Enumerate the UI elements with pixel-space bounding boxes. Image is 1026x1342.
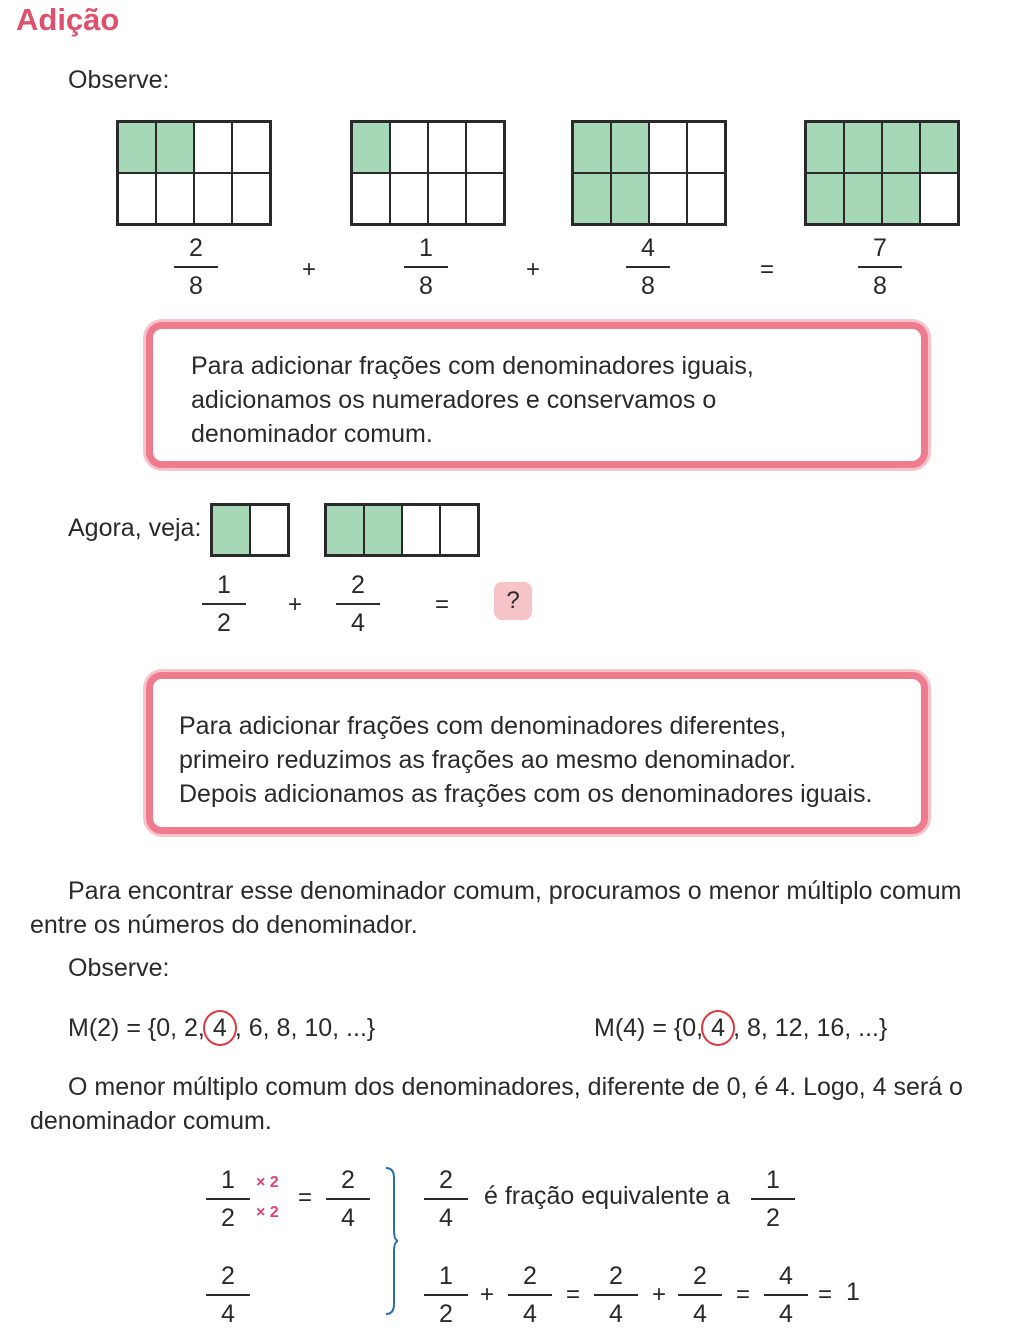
fraction-2-4 bbox=[326, 1168, 370, 1231]
rule-line: Para adicionar frações com denominadores iguais, bbox=[191, 352, 754, 380]
denominator: 2 bbox=[217, 609, 231, 637]
numerator: 2 bbox=[221, 1262, 235, 1290]
shaded-cell bbox=[364, 505, 402, 555]
empty-cell bbox=[466, 173, 504, 224]
numerator: 1 bbox=[217, 571, 231, 599]
shaded-cell bbox=[326, 505, 364, 555]
multiples-text: , 8, 12, 16, ...} bbox=[733, 1014, 888, 1042]
fraction-4-4 bbox=[764, 1264, 808, 1327]
empty-cell bbox=[390, 173, 428, 224]
empty-cell bbox=[466, 122, 504, 173]
shaded-cell bbox=[156, 122, 194, 173]
rule-box-equal-denominators bbox=[146, 322, 928, 468]
page-title: Adição bbox=[16, 2, 120, 37]
multiples-text: M(4) = {0, bbox=[594, 1014, 704, 1042]
multiples-of-4 bbox=[594, 1010, 887, 1046]
empty-cell bbox=[232, 173, 270, 224]
shaded-cell bbox=[882, 122, 920, 173]
numerator: 2 bbox=[609, 1262, 623, 1290]
equals-sign: = bbox=[566, 1281, 581, 1308]
shaded-cell bbox=[844, 173, 882, 224]
empty-cell bbox=[232, 122, 270, 173]
plus-sign: + bbox=[652, 1281, 667, 1308]
grid-fig-3 bbox=[571, 120, 727, 226]
grid-fig-1 bbox=[116, 120, 272, 226]
empty-cell bbox=[687, 122, 725, 173]
grid-fig-4 bbox=[804, 120, 960, 226]
agora-veja-label: Agora, veja: bbox=[68, 514, 202, 542]
right-brace-icon bbox=[384, 1166, 398, 1316]
fraction-1-2 bbox=[751, 1168, 795, 1231]
paragraph-line: O menor múltiplo comum dos denominadores, diferente de 0, é 4. Logo, 4 será o bbox=[68, 1073, 963, 1101]
numerator: 1 bbox=[221, 1166, 235, 1194]
denominator: 4 bbox=[609, 1300, 623, 1328]
fraction-4-8 bbox=[626, 236, 670, 299]
rule-line: primeiro reduzimos as frações ao mesmo denominador. bbox=[179, 746, 796, 774]
grid-quarters bbox=[324, 503, 480, 557]
numerator: 7 bbox=[873, 234, 887, 262]
empty-cell bbox=[156, 173, 194, 224]
numerator: 2 bbox=[693, 1262, 707, 1290]
multiples-text: M(2) = {0, 2, bbox=[68, 1014, 205, 1042]
shaded-cell bbox=[611, 122, 649, 173]
shaded-cell bbox=[844, 122, 882, 173]
empty-cell bbox=[428, 173, 466, 224]
plus-sign: + bbox=[288, 591, 303, 618]
multiples-of-2 bbox=[68, 1010, 375, 1046]
multiplier-label: × 2 bbox=[256, 1174, 279, 1191]
numerator: 2 bbox=[189, 234, 203, 262]
equals-sign: = bbox=[298, 1184, 313, 1211]
equals-sign: = bbox=[435, 591, 450, 618]
fraction-7-8 bbox=[858, 236, 902, 299]
grid-fig-2 bbox=[350, 120, 506, 226]
denominator: 8 bbox=[189, 272, 203, 300]
empty-cell bbox=[118, 173, 156, 224]
result-value: 1 bbox=[846, 1278, 860, 1306]
paragraph-line: entre os números do denominador. bbox=[30, 911, 418, 939]
fraction-1-8 bbox=[404, 236, 448, 299]
fraction-1-2 bbox=[206, 1168, 250, 1231]
equivalence-text: é fração equivalente a bbox=[484, 1182, 731, 1210]
fraction-2-4 bbox=[594, 1264, 638, 1327]
shaded-cell bbox=[920, 122, 958, 173]
empty-cell bbox=[428, 122, 466, 173]
multiples-text: , 6, 8, 10, ...} bbox=[234, 1014, 376, 1042]
paragraph-lcm-intro bbox=[30, 874, 1010, 942]
equals-sign: = bbox=[760, 256, 775, 283]
empty-cell bbox=[250, 505, 288, 555]
fraction-2-4 bbox=[424, 1168, 468, 1231]
denominator: 4 bbox=[351, 609, 365, 637]
shaded-cell bbox=[611, 173, 649, 224]
numerator: 4 bbox=[641, 234, 655, 262]
fraction-2-8 bbox=[174, 236, 218, 299]
denominator: 8 bbox=[873, 272, 887, 300]
equals-sign: = bbox=[818, 1281, 833, 1308]
numerator: 2 bbox=[351, 571, 365, 599]
denominator: 2 bbox=[766, 1204, 780, 1232]
grid-halves bbox=[210, 503, 290, 557]
circled-lcm: 4 bbox=[701, 1010, 735, 1046]
empty-cell bbox=[390, 122, 428, 173]
empty-cell bbox=[402, 505, 440, 555]
rule-line: Para adicionar frações com denominadores diferentes, bbox=[179, 712, 787, 740]
shaded-cell bbox=[118, 122, 156, 173]
paragraph-line: denominador comum. bbox=[30, 1107, 272, 1135]
empty-cell bbox=[352, 173, 390, 224]
empty-cell bbox=[194, 173, 232, 224]
empty-cell bbox=[440, 505, 478, 555]
numerator: 1 bbox=[419, 234, 433, 262]
empty-cell bbox=[194, 122, 232, 173]
numerator: 1 bbox=[439, 1262, 453, 1290]
plus-sign: + bbox=[526, 256, 541, 283]
denominator: 4 bbox=[221, 1300, 235, 1328]
question-mark-badge: ? bbox=[494, 582, 532, 620]
empty-cell bbox=[649, 173, 687, 224]
denominator: 4 bbox=[523, 1300, 537, 1328]
observe-label-2: Observe: bbox=[68, 954, 170, 982]
denominator: 4 bbox=[693, 1300, 707, 1328]
denominator: 8 bbox=[419, 272, 433, 300]
shaded-cell bbox=[806, 173, 844, 224]
denominator: 4 bbox=[779, 1300, 793, 1328]
denominator: 4 bbox=[439, 1204, 453, 1232]
shaded-cell bbox=[212, 505, 250, 555]
shaded-cell bbox=[573, 122, 611, 173]
numerator: 2 bbox=[523, 1262, 537, 1290]
numerator: 2 bbox=[341, 1166, 355, 1194]
fraction-2-4 bbox=[336, 573, 380, 636]
fraction-1-2 bbox=[202, 573, 246, 636]
fraction-2-4 bbox=[508, 1264, 552, 1327]
paragraph-lcm-result bbox=[30, 1070, 1010, 1138]
numerator: 2 bbox=[439, 1166, 453, 1194]
shaded-cell bbox=[806, 122, 844, 173]
shaded-cell bbox=[352, 122, 390, 173]
fraction-2-4 bbox=[206, 1264, 250, 1327]
empty-cell bbox=[687, 173, 725, 224]
empty-cell bbox=[920, 173, 958, 224]
denominator: 2 bbox=[439, 1300, 453, 1328]
denominator: 8 bbox=[641, 272, 655, 300]
denominator: 4 bbox=[341, 1204, 355, 1232]
empty-cell bbox=[649, 122, 687, 173]
paragraph-line: Para encontrar esse denominador comum, procuramos o menor múltiplo comum bbox=[68, 877, 962, 905]
rule-line: denominador comum. bbox=[191, 420, 433, 448]
plus-sign: + bbox=[302, 256, 317, 283]
denominator: 2 bbox=[221, 1204, 235, 1232]
shaded-cell bbox=[882, 173, 920, 224]
equals-sign: = bbox=[736, 1281, 751, 1308]
shaded-cell bbox=[573, 173, 611, 224]
plus-sign: + bbox=[480, 1281, 495, 1308]
rule-box-different-denominators bbox=[146, 672, 928, 834]
observe-label: Observe: bbox=[68, 66, 170, 94]
numerator: 1 bbox=[766, 1166, 780, 1194]
rule-line: Depois adicionamos as frações com os denominadores iguais. bbox=[179, 780, 873, 808]
rule-line: adicionamos os numeradores e conservamos o bbox=[191, 386, 717, 414]
fraction-1-2 bbox=[424, 1264, 468, 1327]
fraction-2-4 bbox=[678, 1264, 722, 1327]
multiplier-label: × 2 bbox=[256, 1204, 279, 1221]
numerator: 4 bbox=[779, 1262, 793, 1290]
circled-lcm: 4 bbox=[203, 1010, 237, 1046]
